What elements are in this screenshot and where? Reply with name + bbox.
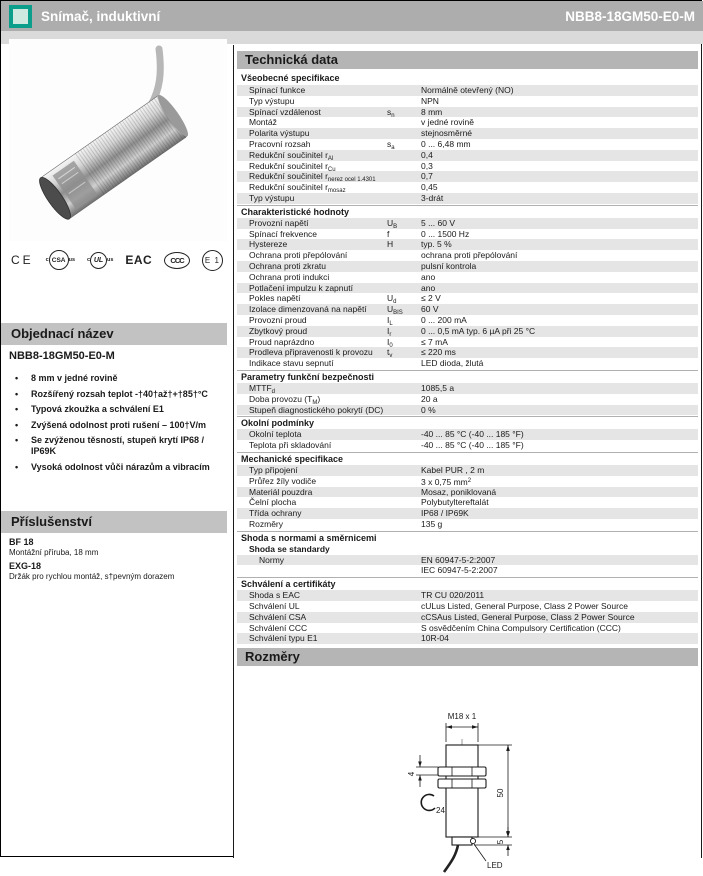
spec-value: ano	[421, 282, 436, 293]
ccc-icon	[164, 252, 190, 269]
spec-row	[237, 283, 698, 294]
spec-value: IP68 / IP69K	[421, 508, 469, 519]
cert-prefix: c	[45, 257, 49, 263]
spec-symbol	[387, 497, 421, 508]
feature-bullet: • Rozšířený rozsah teplot -†40†až†+†85†°C	[9, 389, 221, 400]
spec-value: -40 ... 85 °C (-40 ... 185 °F)	[421, 440, 524, 451]
spec-label: Třída ochrany	[249, 508, 302, 519]
spec-value: Normálně otevřený (NO)	[421, 85, 514, 95]
spec-row	[237, 519, 698, 530]
spec-label: Zbytkový proud	[249, 325, 308, 336]
dimensions-header: Rozměry	[237, 648, 698, 666]
nut-1	[438, 767, 486, 776]
cert-prefix: c	[86, 257, 90, 263]
page-header	[1, 1, 703, 31]
spec-label: $MTTF_d$	[249, 382, 276, 395]
spec-row	[237, 107, 698, 118]
spec-label: Provozní proud	[249, 314, 307, 325]
spec-label: Spínací vzdálenost	[249, 106, 321, 117]
ul-mark: UL	[90, 252, 107, 269]
spec-row	[237, 429, 698, 440]
spec-label: Teplota při skladování	[249, 440, 332, 451]
spec-label: Redukční součinitel $r_{Cu}$	[249, 160, 336, 173]
spec-symbol	[387, 555, 421, 566]
spec-label: Redukční součinitel $r_{nerez ocel 1.4301}$	[249, 171, 376, 184]
accessories-list	[9, 537, 221, 585]
spec-row	[237, 405, 698, 416]
spec-symbol	[387, 358, 421, 369]
nut-2	[438, 779, 486, 788]
spec-value: 1085,5 a	[421, 382, 455, 393]
spec-row	[237, 229, 698, 240]
sensor-body	[35, 92, 192, 223]
spec-label: Potlačení impulzu k zapnutí	[249, 282, 353, 293]
spec-label: Provozní napětí	[249, 217, 309, 228]
spec-section-header: Charakteristické hodnoty	[237, 205, 698, 218]
spec-symbol	[387, 633, 421, 644]
spec-value: 3 x 0,75 $mm^2$	[421, 476, 472, 487]
spec-label: Ochrana proti přepólování	[249, 250, 348, 261]
spec-label: Montáž	[249, 117, 277, 128]
spec-row	[237, 508, 698, 519]
spec-label: Ochrana proti indukci	[249, 271, 330, 282]
wrench-icon	[421, 795, 445, 816]
spec-row	[237, 193, 698, 204]
spec-symbol: f	[387, 228, 390, 239]
spec-value: 20 a	[421, 393, 438, 404]
eac-mark: EAC	[125, 253, 153, 267]
spec-symbol: $I_0$	[387, 336, 393, 349]
spec-value: v jedné rovině	[421, 117, 474, 128]
spec-section-header: Všeobecné specifikace	[237, 72, 698, 85]
spec-label: Redukční součinitel $r_{mosaz}$	[249, 182, 346, 195]
body-length-label: 50	[496, 788, 505, 798]
product-code: NBB8-18GM50-E0-M	[565, 8, 695, 24]
spec-label: Okolní teplota	[249, 429, 302, 440]
spec-value: stejnosměrné	[421, 128, 473, 139]
spec-row	[237, 293, 698, 304]
spec-label: Hystereze	[249, 239, 288, 250]
spec-symbol	[387, 394, 421, 405]
feature-bullet: • 8 mm v jedné rovině	[9, 373, 221, 384]
spec-symbol	[387, 150, 421, 161]
spec-value: 10R-04	[421, 633, 449, 644]
spec-row	[237, 128, 698, 139]
spec-row	[237, 590, 698, 601]
spec-row	[237, 117, 698, 128]
spec-value: 0 ... 1500 Hz	[421, 228, 470, 239]
spec-row	[237, 182, 698, 193]
spec-subsection-header: Shoda se standardy	[237, 544, 698, 555]
spec-row	[237, 85, 698, 96]
spec-row	[237, 272, 698, 283]
spec-row	[237, 347, 698, 358]
spec-label: Rozměry	[249, 518, 284, 529]
spec-label: Schválení typu E1	[249, 633, 318, 644]
spec-label: Prodleva připravenosti k provozu	[249, 347, 373, 358]
spec-value: NPN	[421, 95, 439, 106]
spec-value: ochrana proti přepólování	[421, 250, 518, 261]
spec-symbol	[387, 465, 421, 476]
spec-value: IEC 60947-5-2:2007	[421, 565, 498, 576]
e1-icon	[202, 250, 223, 271]
page-title: Snímač, induktivní	[41, 8, 161, 24]
spec-symbol	[387, 128, 421, 139]
spec-row	[237, 497, 698, 508]
spec-symbol: $U_d$	[387, 293, 397, 306]
spec-symbol	[387, 623, 421, 634]
tip-length-label: 5	[496, 840, 505, 845]
spec-section-header: Shoda s normami a směrnicemi	[237, 531, 698, 544]
ce-icon	[11, 253, 34, 267]
spec-value: -40 ... 85 °C (-40 ... 185 °F)	[421, 429, 524, 440]
spec-symbol: H	[387, 239, 394, 250]
spec-value: 0,7	[421, 171, 433, 182]
cert-suffix: us	[107, 257, 114, 263]
spec-value: cCSAus Listed, General Purpose, Class 2 Power Source	[421, 611, 635, 622]
spec-symbol	[387, 193, 421, 204]
spec-value: Mosaz, poniklovaná	[421, 486, 497, 497]
spec-row	[237, 383, 698, 394]
spec-row	[237, 96, 698, 107]
spec-section-header: Okolní podmínky	[237, 416, 698, 429]
spec-label: Typ výstupu	[249, 95, 295, 106]
spec-value: 0 %	[421, 404, 436, 415]
spec-symbol: $I_r$	[387, 325, 392, 338]
ordering-product-name: NBB8-18GM50-E0-M	[9, 350, 115, 362]
dimension-drawing	[234, 669, 701, 869]
spec-label: Čelní plocha	[249, 497, 297, 508]
spec-label: Průřez žíly vodiče	[249, 475, 317, 486]
accessories-section-header: Příslušenství	[1, 511, 227, 533]
spec-row	[237, 612, 698, 623]
brand-logo-icon	[9, 5, 32, 28]
cert-suffix: us	[68, 257, 76, 263]
spec-symbol: $U_{BIS}$	[387, 304, 403, 317]
spec-label: Doba provozu $(T_M)$	[249, 393, 321, 406]
spec-row	[237, 440, 698, 451]
spec-label: Polarita výstupu	[249, 128, 310, 139]
spec-value: cULus Listed, General Purpose, Class 2 Power Source	[421, 601, 628, 612]
svg-text:24: 24	[436, 806, 445, 816]
spec-row	[237, 161, 698, 172]
feature-bullet: • Se zvýženou těsností, stupeň krytí IP68 / IP69K	[9, 435, 221, 457]
spec-section-header: Parametry funkční bezpečnosti	[237, 370, 698, 383]
feature-bullet: • Zvýšená odolnost proti rušení – 100†V/m	[9, 420, 221, 431]
spec-row	[237, 465, 698, 476]
spec-section-header: Mechanické specifikace	[237, 452, 698, 465]
spec-symbol	[387, 383, 421, 394]
technical-data-header: Technická data	[237, 51, 698, 69]
spec-label: Schválení UL	[249, 601, 300, 612]
spec-symbol: $I_L$	[387, 314, 393, 327]
spec-symbol: $U_B$	[387, 217, 398, 230]
spec-label: Typ výstupu	[249, 192, 295, 203]
spec-value: 0 ... 6,48 mm	[421, 138, 471, 149]
spec-symbol	[387, 283, 421, 294]
csa-icon	[46, 250, 75, 270]
spec-symbol	[387, 272, 421, 283]
product-photo	[9, 39, 227, 241]
spec-symbol	[387, 590, 421, 601]
accessory-description: Montážní příruba, 18 mm	[9, 548, 99, 557]
spec-row	[237, 171, 698, 182]
spec-value: 0 ... 200 mA	[421, 314, 467, 325]
spec-row	[237, 601, 698, 612]
spec-symbol	[387, 440, 421, 451]
spec-value: 3-drát	[421, 192, 444, 203]
spec-section-header: Schválení a certifikáty	[237, 577, 698, 590]
spec-label: Ochrana proti zkratu	[249, 260, 327, 271]
certification-row	[11, 245, 223, 275]
spec-row	[237, 250, 698, 261]
spec-symbol: $t_v$	[387, 347, 393, 360]
spec-label: Shoda s EAC	[249, 590, 301, 601]
spec-row	[237, 337, 698, 348]
spec-value: 0,4	[421, 149, 433, 160]
spec-row	[237, 304, 698, 315]
spec-symbol	[387, 487, 421, 498]
ccc-mark: CCC	[164, 252, 190, 269]
spec-symbol	[387, 519, 421, 530]
spec-value: Kabel PUR , 2 m	[421, 464, 485, 475]
thread-dimension-label: M18 x 1	[447, 712, 477, 722]
spec-label: Schválení CCC	[249, 622, 308, 633]
spec-symbol	[387, 182, 421, 193]
spec-value: LED dioda, žlutá	[421, 358, 484, 369]
spec-row	[237, 565, 698, 576]
spec-symbol	[387, 85, 421, 96]
spec-row	[237, 633, 698, 644]
spec-label: Stupeň diagnostického pokrytí (DC)	[249, 404, 384, 415]
spec-label: Izolace dimenzovaná na napětí	[249, 304, 367, 315]
feature-bullet: • Typová zkoužka a schválení E1	[9, 404, 221, 415]
spec-symbol	[387, 508, 421, 519]
spec-value: S osvědčením China Compulsory Certification (CCC)	[421, 622, 621, 633]
feature-bullet: • Vysoká odolnost vůči nárazům a vibracím	[9, 462, 221, 473]
spec-value: Polybutyltereftalát	[421, 497, 489, 508]
spec-symbol	[387, 405, 421, 416]
spec-row	[237, 261, 698, 272]
spec-row	[237, 326, 698, 337]
spec-value: 60 V	[421, 304, 439, 315]
spec-symbol	[387, 96, 421, 107]
spec-label: Proud naprázdno	[249, 336, 315, 347]
spec-row	[237, 218, 698, 229]
spec-value: 0 ... 0,5 mA typ. 6 µA při 25 °C	[421, 325, 536, 336]
spec-label: Redukční součinitel $r_{Al}$	[249, 149, 334, 162]
spec-row	[237, 487, 698, 498]
spec-value: 5 ... 60 V	[421, 217, 456, 228]
spec-symbol	[387, 171, 421, 182]
led-label: LED	[487, 861, 503, 871]
e1-mark: E 1	[202, 250, 223, 271]
technical-data-panel	[233, 45, 702, 871]
spec-row	[237, 555, 698, 566]
spec-symbol	[387, 476, 421, 487]
spec-symbol	[387, 612, 421, 623]
ce-mark: CE	[11, 253, 34, 267]
spec-row	[237, 476, 698, 487]
accessory-name: EXG-18	[9, 561, 42, 571]
spec-label: Typ připojení	[249, 464, 298, 475]
spec-symbol	[387, 250, 421, 261]
ul-icon	[87, 252, 113, 269]
spec-symbol	[387, 117, 421, 128]
spec-value: ano	[421, 271, 436, 282]
spec-label	[237, 565, 387, 576]
led-indicator	[470, 839, 475, 844]
ordering-section-header: Objednací název	[1, 323, 227, 345]
sensor-outline	[446, 745, 478, 837]
cable-line	[444, 845, 458, 872]
accessory-description: Držák pro rychlou montáž, s†pevným dorazem	[9, 572, 175, 581]
spec-label: Schválení CSA	[249, 611, 307, 622]
spec-symbol	[387, 601, 421, 612]
spec-table	[237, 72, 698, 644]
spec-symbol: $s_n$	[387, 106, 395, 119]
nut-thickness-label: 4	[407, 772, 416, 777]
eac-icon	[125, 253, 152, 267]
spec-value: 0,45	[421, 182, 438, 193]
spec-symbol: $s_a$	[387, 138, 395, 151]
spec-label: Materiál pouzdra	[249, 486, 313, 497]
spec-value: typ. 5 %	[421, 239, 452, 250]
spec-value: 8 mm	[421, 106, 443, 117]
spec-value: ≤ 7 mA	[421, 336, 448, 347]
spec-symbol	[387, 565, 421, 576]
spec-label: Spínací frekvence	[249, 228, 318, 239]
end-cap	[452, 837, 472, 845]
spec-row	[237, 150, 698, 161]
spec-value: ≤ 2 V	[421, 293, 441, 304]
spec-symbol	[387, 429, 421, 440]
spec-row	[237, 394, 698, 405]
spec-value: pulsní kontrola	[421, 260, 477, 271]
csa-mark: CSA	[49, 250, 69, 270]
spec-symbol	[387, 161, 421, 172]
spec-symbol	[387, 261, 421, 272]
spec-value: 135 g	[421, 518, 443, 529]
spec-label: Indikace stavu sepnutí	[249, 358, 334, 369]
spec-row	[237, 315, 698, 326]
accessory-name: BF 18	[9, 537, 34, 547]
spec-label: Pokles napětí	[249, 293, 301, 304]
spec-row	[237, 358, 698, 369]
spec-row	[237, 623, 698, 634]
spec-value: 0,3	[421, 160, 433, 171]
spec-row	[237, 139, 698, 150]
spec-label: Pracovní rozsah	[249, 138, 311, 149]
feature-bullet-list	[9, 373, 221, 477]
spec-value: ≤ 220 ms	[421, 347, 456, 358]
spec-row	[237, 239, 698, 250]
spec-label: Spínací funkce	[249, 85, 306, 95]
spec-label: Normy	[259, 554, 285, 565]
spec-value: TR CU 020/2011	[421, 590, 485, 601]
spec-value: EN 60947-5-2:2007	[421, 554, 496, 565]
